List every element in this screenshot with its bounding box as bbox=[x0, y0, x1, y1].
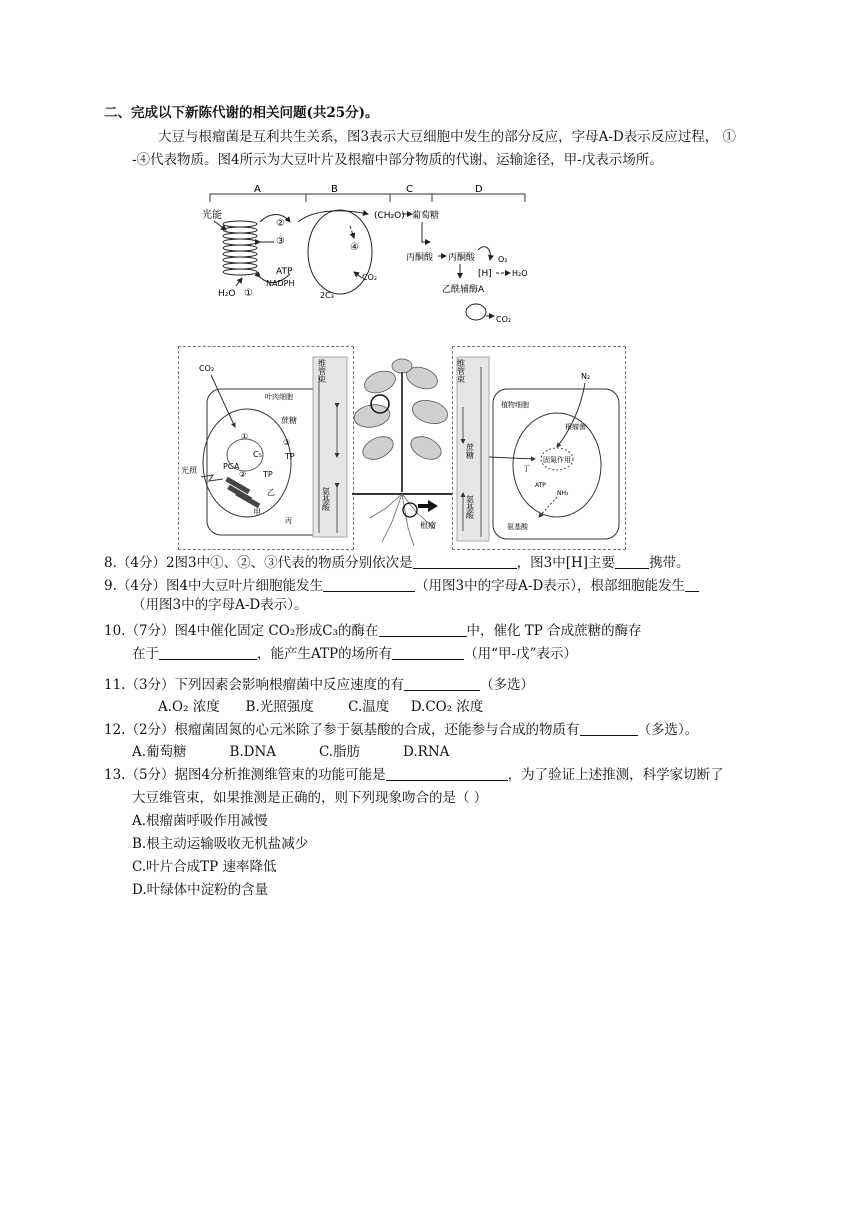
question-11: 11.（3分）下列因素会影响根瘤菌中反应速度的有 （多选） bbox=[104, 677, 535, 693]
co2-label: CO₂ bbox=[199, 364, 215, 373]
thylakoid-stack-icon bbox=[223, 221, 257, 275]
tp-label-1: TP bbox=[263, 470, 273, 479]
leaf-cell-label: 叶肉细胞 bbox=[265, 393, 293, 401]
q10-answer-blank-2[interactable] bbox=[159, 645, 257, 660]
question-11-options: A.O₂ 浓度 B.光照强度 C.温度 D.CO₂ 浓度 bbox=[158, 699, 484, 715]
oxygen-label: O₂ bbox=[498, 255, 508, 264]
q9-answer-blank-2[interactable] bbox=[685, 577, 699, 592]
question-8: 8.（4分）2图3中①、②、③代表的物质分别依次是 ，图3中[H]主要 携带。 bbox=[104, 555, 690, 571]
product-1-label: ① bbox=[244, 288, 253, 299]
jia-label: 甲 bbox=[253, 508, 261, 517]
section-heading: 二、完成以下新陈代谢的相关问题(共25分)。 bbox=[104, 105, 379, 121]
question-13-option-c: C.叶片合成TP 速率降低 bbox=[132, 859, 277, 875]
stage-label-b: B bbox=[331, 184, 338, 195]
q8-answer-blank-2[interactable] bbox=[615, 554, 649, 569]
product-2-label: ② bbox=[276, 218, 285, 229]
ch2o-label: (CH₂O) bbox=[374, 211, 405, 221]
q10-answer-blank-1[interactable] bbox=[379, 622, 467, 637]
intro-line-1: 大豆与根瘤菌是互利共生关系，图3表示大豆细胞中发生的部分反应，字母A-D表示反应过程， ① bbox=[158, 129, 737, 145]
c3-label: 2C₃ bbox=[320, 291, 334, 300]
pyruvate-label-1: 丙酮酸 bbox=[406, 253, 434, 263]
tp-label-2: TP bbox=[285, 452, 295, 461]
product-4-label: ④ bbox=[350, 242, 359, 253]
question-13-option-b: B.根主动运输吸收无机盐减少 bbox=[132, 836, 309, 852]
sucrose-label: 蔗糖 bbox=[281, 416, 297, 425]
question-13-option-a: A.根瘤菌呼吸作用减慢 bbox=[132, 813, 268, 829]
question-10: 10.（7分）图4中催化固定 CO₂形成C₃的酶在 中，催化 TP 合成蔗糖的酶存 bbox=[104, 623, 642, 639]
question-13-continued: 大豆维管束，如果推测是正确的，则下列现象吻合的是（ ） bbox=[132, 790, 488, 806]
vascular-bundle-label: 维管束 bbox=[456, 359, 466, 383]
nadph-label: NADPH bbox=[266, 279, 295, 288]
stage-label-a: A bbox=[254, 184, 261, 195]
hydrogen-label: [H] bbox=[478, 269, 492, 279]
chloroplast-grana-icon bbox=[225, 477, 260, 508]
cycle-step-1: ① bbox=[241, 432, 249, 441]
question-9-continued: （用图3中的字母A-D表示）。 bbox=[132, 597, 308, 613]
intro-line-2: -④代表物质。图4所示为大豆叶片及根瘤中部分物质的代谢、运输途径，甲-戊表示场所。 bbox=[132, 152, 663, 168]
water-output-label: H₂O bbox=[512, 269, 528, 278]
glucose-label: 葡萄糖 bbox=[412, 211, 440, 221]
pga-label: PGA bbox=[223, 462, 240, 471]
cycle-step-3: ③ bbox=[283, 438, 291, 447]
q10-answer-blank-3[interactable] bbox=[392, 645, 464, 660]
cycle-step-2: ② bbox=[239, 470, 247, 479]
q13-answer-blank[interactable] bbox=[386, 766, 508, 781]
atp-label: ATP bbox=[276, 267, 293, 277]
question-9: 9.（4分）图4中大豆叶片细胞能发生 （用图3中的字母A-D表示），根部细胞能发生 bbox=[104, 577, 699, 595]
sucrose-label: 蔗糖 bbox=[465, 443, 475, 459]
figure-4-left-panel bbox=[178, 346, 354, 550]
nh3-label: NH₃ bbox=[557, 490, 569, 497]
question-10-continued: 在于 ，能产生ATP的场所有 （用“甲-戊”表示） bbox=[132, 646, 577, 662]
light-energy-label: 光能 bbox=[202, 210, 222, 221]
q9-answer-blank-1[interactable] bbox=[323, 577, 415, 592]
root-nodule-label: 根瘤 bbox=[420, 521, 436, 530]
stage-label-d: D bbox=[475, 184, 483, 195]
c5-label: C₅ bbox=[253, 450, 262, 459]
acetyl-coa-label: 乙酰辅酶A bbox=[442, 285, 485, 295]
question-13-option-d: D.叶绿体中淀粉的含量 bbox=[132, 882, 269, 898]
q8-answer-blank-1[interactable] bbox=[413, 554, 517, 569]
atp-label: ATP bbox=[535, 482, 546, 489]
light-label: 光照 bbox=[181, 466, 197, 475]
ding-label: 丁 bbox=[523, 465, 530, 473]
amino-acid-label: 氨基酸 bbox=[507, 523, 528, 531]
n2-label: N₂ bbox=[581, 372, 591, 381]
soybean-plant-illustration bbox=[352, 352, 452, 548]
amino-acid-vertical-label: 氨基酸 bbox=[465, 495, 475, 519]
figure-3-diagram bbox=[190, 182, 550, 330]
pyruvate-label-2: 丙酮酸 bbox=[448, 253, 476, 263]
plant-cell-label: 植物细胞 bbox=[501, 401, 529, 409]
stage-label-c: C bbox=[406, 184, 413, 195]
figure-4-right-panel bbox=[452, 346, 626, 550]
vascular-bundle-label: 维管束 bbox=[317, 359, 327, 383]
amino-acid-label: 氨基酸 bbox=[321, 487, 331, 511]
co2-bottom-label: CO₂ bbox=[496, 315, 512, 324]
water-label: H₂O bbox=[218, 289, 236, 299]
q11-answer-blank[interactable] bbox=[404, 676, 480, 691]
yi-label: 乙 bbox=[267, 488, 275, 497]
product-3-label: ③ bbox=[276, 236, 285, 247]
bing-label: 丙 bbox=[285, 517, 292, 525]
q12-answer-blank[interactable] bbox=[580, 721, 638, 736]
question-12: 12.（2分）根瘤菌固氮的心元米除了参于氨基酸的合成，还能参与合成的物质有 （多选）。 bbox=[104, 722, 699, 738]
question-12-options: A.葡萄糖 B.DNA C.脂肪 D.RNA bbox=[132, 744, 450, 760]
question-13: 13.（5分）据图4分析推测维管束的功能可能是 ，为了验证上述推测，科学家切断了 bbox=[104, 767, 724, 783]
rhizobium-label: 根瘤菌 bbox=[565, 423, 586, 431]
nitrogen-fixation-label: 固氮作用 bbox=[543, 456, 571, 464]
co2-label: CO₂ bbox=[362, 273, 378, 282]
